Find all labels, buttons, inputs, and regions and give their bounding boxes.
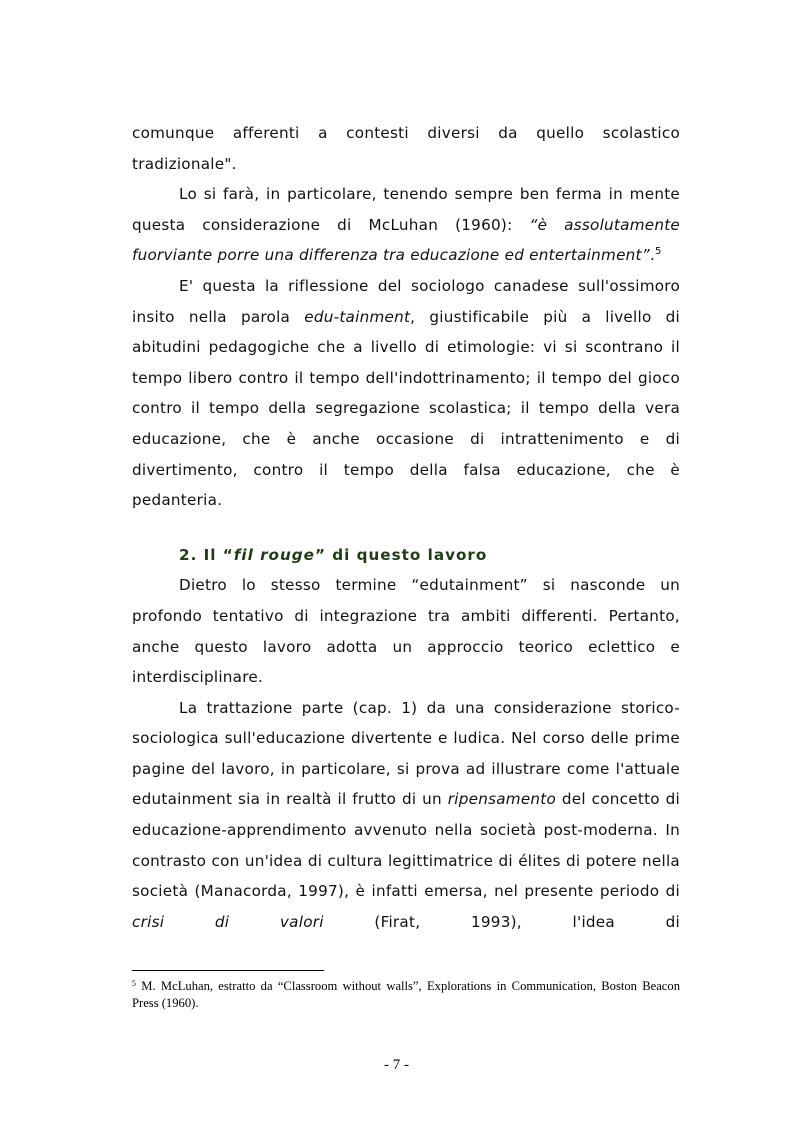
paragraph-text: , giustificabile più a livello di abitudini pedagogiche che a livello di etimologie: vi si scontrano il tempo libero contro il tempo dell'indottrinamento; il tempo del gioco contro il tempo della segregazione scolastica; il tempo della vera educazione, che è anche occasione di intrattenimento e di divertimento, contro il tempo della falsa educazione, che è pedanteria.: [132, 307, 680, 510]
heading-italic-term: fil rouge: [233, 545, 315, 564]
italic-term: edu-tainment: [304, 307, 411, 326]
paragraph-text: comunque afferenti a contesti diversi da quello scolastico tradizionale".: [132, 124, 680, 173]
paragraph-integration: [132, 570, 680, 692]
heading-quote-mark: “: [222, 545, 234, 564]
footnote-separator: [132, 970, 324, 971]
heading-text: di questo lavoro: [325, 545, 488, 564]
paragraph-text: (Firat, 1993), l'idea di: [323, 912, 681, 931]
paragraph-text: Dietro lo stesso termine “edutainment” si nasconde un profondo tentativo di integrazione tra ambiti differenti. Pertanto, anche questo lavoro adotta un approccio teorico eclettico e interdisciplinare.: [132, 576, 680, 687]
footnote: [132, 978, 680, 1011]
paragraph-trattazione: [132, 693, 680, 938]
paragraph-mcluhan-quote: [132, 179, 680, 271]
paragraph-text: del concetto di educazione-apprendimento avvenuto nella società post-moderna. In contrasto con un'idea di cultura legittimatrice di élites di potere nella società (Manacorda, 1997), è infatti emersa, nel presente periodo di: [132, 790, 680, 901]
footnote-reference[interactable]: 5: [654, 246, 662, 258]
paragraph-text: La trattazione parte (cap. 1) da una considerazione storico-sociologica sull'educazione divertente e ludica. Nel corso delle prime pagine del lavoro, in particolare, si prova ad illustrare come l'attuale edutainment sia in realtà il frutto di un: [132, 698, 680, 809]
section-heading: [132, 540, 680, 571]
footnote-number: 5: [132, 979, 136, 988]
heading-number: 2. Il: [179, 545, 223, 564]
paragraph-edutainment-reflection: [132, 271, 680, 516]
footnote-text: M. McLuhan, estratto da “Classroom without walls”, Explorations in Communication, Boston Beacon Press (1960).: [132, 979, 680, 1010]
paragraph-text: Lo si farà, in particolare, tenendo sempre ben ferma in mente questa considerazione di McLuhan (1960):: [132, 185, 680, 234]
main-text: [132, 118, 680, 937]
quote-text: “è assolutamente fuorviante porre una differenza tra educazione ed entertainment”: [132, 215, 681, 265]
paragraph-text: E' questa la riflessione del sociologo canadese sull'ossimoro insito nella parola: [132, 276, 680, 326]
paragraph-text: .: [649, 246, 655, 265]
paragraph-continuation: [132, 118, 680, 179]
italic-term: crisi di valori: [132, 912, 324, 931]
page-number: - 7 -: [384, 1057, 409, 1073]
italic-term: ripensamento: [447, 790, 557, 809]
heading-quote-mark: ”: [314, 545, 326, 564]
